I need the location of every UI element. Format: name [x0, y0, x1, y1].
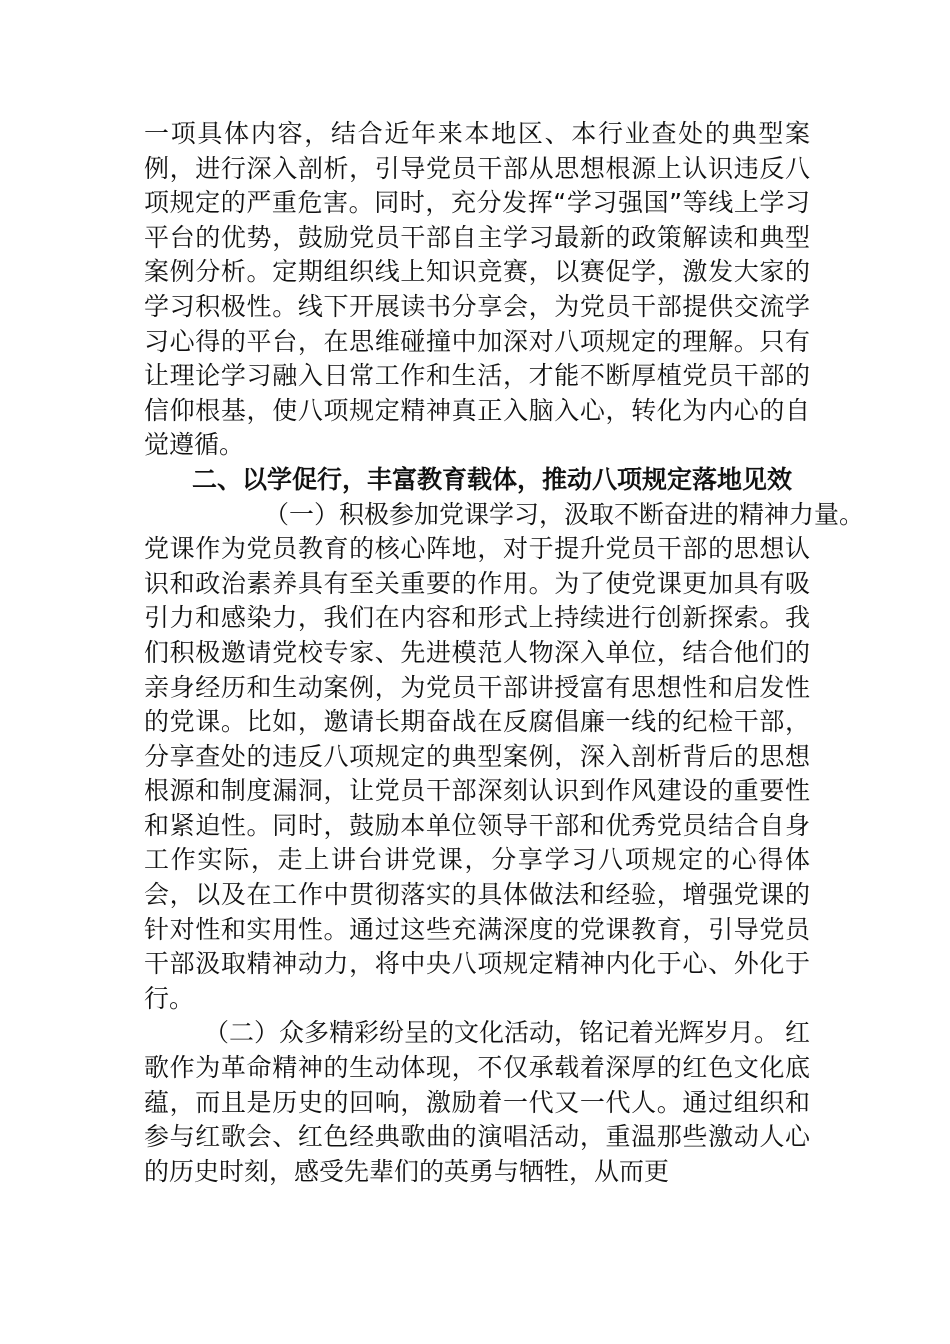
- subsection-2-paragraph: [144, 1016, 810, 1189]
- subsection-1-heading: （一）积极参加党课学习，汲取不断奋进的精神力量。: [264, 499, 865, 529]
- subsection-1-body: 党课作为党员教育的核心阵地，对于提升党员干部的思想认识和政治素养具有至关重要的作用。为了使党课更加具有吸引力和感染力，我们在内容和形式上持续进行创新探索。我们积极邀请党校专家、先进模范人物深入单位，结合他们的亲身经历和生动案例，为党员干部讲授富有思想性和启发性的党课。比如，邀请长期奋战在反腐倡廉一线的纪检干部，分享查处的违反八项规定的典型案例，深入剖析背后的思想根源和制度漏洞，让党员干部深刻认识到作风建设的重要性和紧迫性。同时，鼓励本单位领导干部和优秀党员结合自身工作实际，走上讲台讲党课，分享学习八项规定的心得体会，以及在工作中贯彻落实的具体做法和经验，增强党课的针对性和实用性。通过这些充满深度的党课教育，引导党员干部汲取精神动力，将中央八项规定精神内化于心、外化于行。: [144, 534, 810, 1013]
- subsection-2-heading: （二）众多精彩纷呈的文化活动，铭记着光辉岁月。: [204, 1018, 780, 1048]
- subsection-1-paragraph: [144, 498, 865, 1017]
- document-body: [144, 117, 865, 1189]
- continuation-paragraph: 一项具体内容，结合近年来本地区、本行业查处的典型案例，进行深入剖析，引导党员干部从思想根源上认识违反八项规定的严重危害。同时，充分发挥“学习强国”等线上学习平台的优势，鼓励党员干部自主学习最新的政策解读和典型案例分析。定期组织线上知识竞赛，以赛促学，激发大家的学习积极性。线下开展读书分享会，为党员干部提供交流学习心得的平台，在思维碰撞中加深对八项规定的理解。只有让理论学习融入日常工作和生活，才能不断厚植党员干部的信仰根基，使八项规定精神真正入脑入心，转化为内心的自觉遵循。: [144, 119, 810, 460]
- subsection-2-body: 红歌作为革命精神的生动体现，不仅承载着深厚的红色文化底蕴，而且是历史的回响，激励着一代又一代人。通过组织和参与红歌会、红色经典歌曲的演唱活动，重温那些激动人心的历史时刻，感受先辈们的英勇与牺牲，从而更: [144, 1018, 810, 1186]
- section-heading: 二、以学促行，丰富教育载体，推动八项规定落地见效: [192, 464, 793, 494]
